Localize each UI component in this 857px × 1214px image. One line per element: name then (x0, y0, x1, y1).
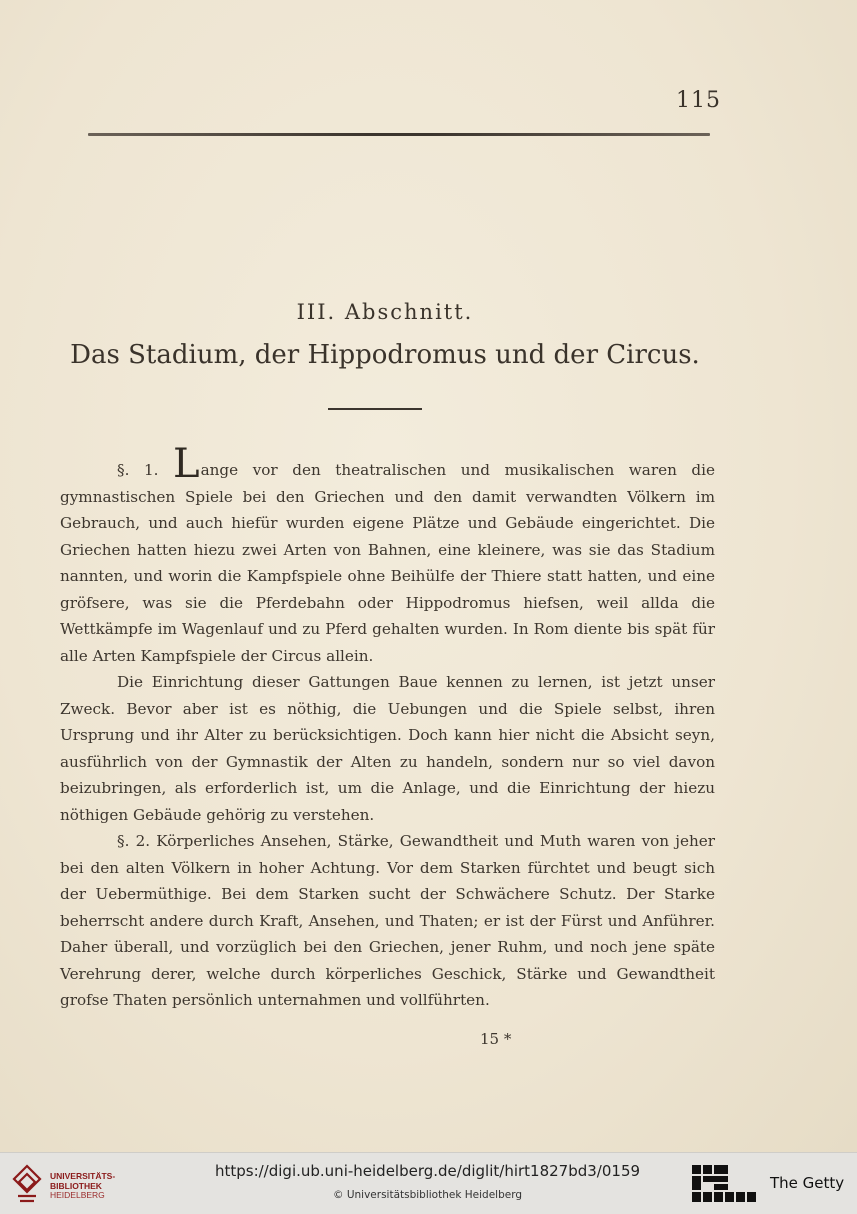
section-heading: III. Abschnitt. (296, 300, 474, 324)
paragraph-1-text: ange vor den theatralischen und musikalischen waren die gymnastischen Spiele bei den Griechen und den damit verwandten Völkern im Gebrauch, und auch hiefür wurden eigene Plätze und Gebäude eingerichtet. Die Griechen hatten hiezu zwei Arten von Bahnen, eine kleinere, was sie das Stadium nannten, und worin die Kampfspiele ohne Beihülfe der Thiere statt hatten, und eine gröfsere, was sie die Pferdebahn oder Hippodromus hiefsen, weil allda die Wettkämpfe im Wagenlauf und zu Pferd gehalten wurden. In Rom diente bis spät für alle Arten Kampfspiele der Circus allein. (60, 461, 715, 665)
ub-logo-line-1: UNIVERSITÄTS- (50, 1171, 116, 1181)
header-rule (88, 133, 710, 136)
paragraph-1 (60, 441, 715, 669)
section-mark-1: §. 1. (117, 461, 174, 479)
paragraph-2: Die Einrichtung dieser Gattungen Baue kennen zu lernen, ist jetzt unser Zweck. Bevor aber ist es nöthig, die Uebungen und die Spiele selbst, ihren Ursprung und ihr Alter zu berücksichtigen. Doch kann hier nicht die Absicht seyn, ausführlich von der Gymnastik der Alten zu handeln, sondern nur so viel davon beizubringen, als erforderlich ist, um die Anlage, und die Einrichtung der hiezu nöthigen Gebäude gehörig zu verstehen. (60, 673, 715, 824)
ub-heidelberg-logo[interactable] (10, 1162, 130, 1206)
ub-logo-line-3: HEIDELBERG (50, 1190, 105, 1200)
ub-seal-icon (10, 1162, 44, 1206)
paragraph-3: §. 2. Körperliches Ansehen, Stärke, Gewandtheit und Muth waren von jeher bei den alten Völkern in hoher Achtung. Vor dem Starken fürchtet und beugt sich der Uebermüthige. Bei dem Starken sucht der Schwächere Schutz. Der Starke beherrscht andere durch Kraft, Ansehen, und Thaten; er ist der Fürst und Anführer. Daher überall, und vorzüglich bei den Griechen, jener Ruhm, und noch jene späte Verehrung derer, welche durch körperliches Geschick, Stärke und Gewandtheit grofse Thaten persönlich unternahmen und vollführten. (60, 832, 715, 1009)
getty-mark-icon (690, 1161, 760, 1207)
section-title: Das Stadium, der Hippodromus und der Circus. (70, 340, 700, 370)
getty-logo[interactable] (690, 1161, 850, 1207)
permalink-url[interactable]: https://digi.ub.uni-heidelberg.de/diglit/hirt1827bd3/0159 (214, 1162, 641, 1180)
copyright-notice: © Universitätsbibliothek Heidelberg (332, 1189, 522, 1201)
viewer-footer (0, 1152, 857, 1214)
ub-logo-line-2: BIBLIOTHEK (50, 1180, 102, 1191)
getty-logo-text: The Getty (770, 1174, 845, 1192)
page-number: 115 (676, 88, 721, 113)
body-text (60, 441, 715, 1014)
title-divider (328, 408, 422, 410)
ub-logo-text (50, 1172, 115, 1201)
drop-capital: L (173, 441, 200, 487)
printer-signature: 15 * (480, 1030, 512, 1048)
